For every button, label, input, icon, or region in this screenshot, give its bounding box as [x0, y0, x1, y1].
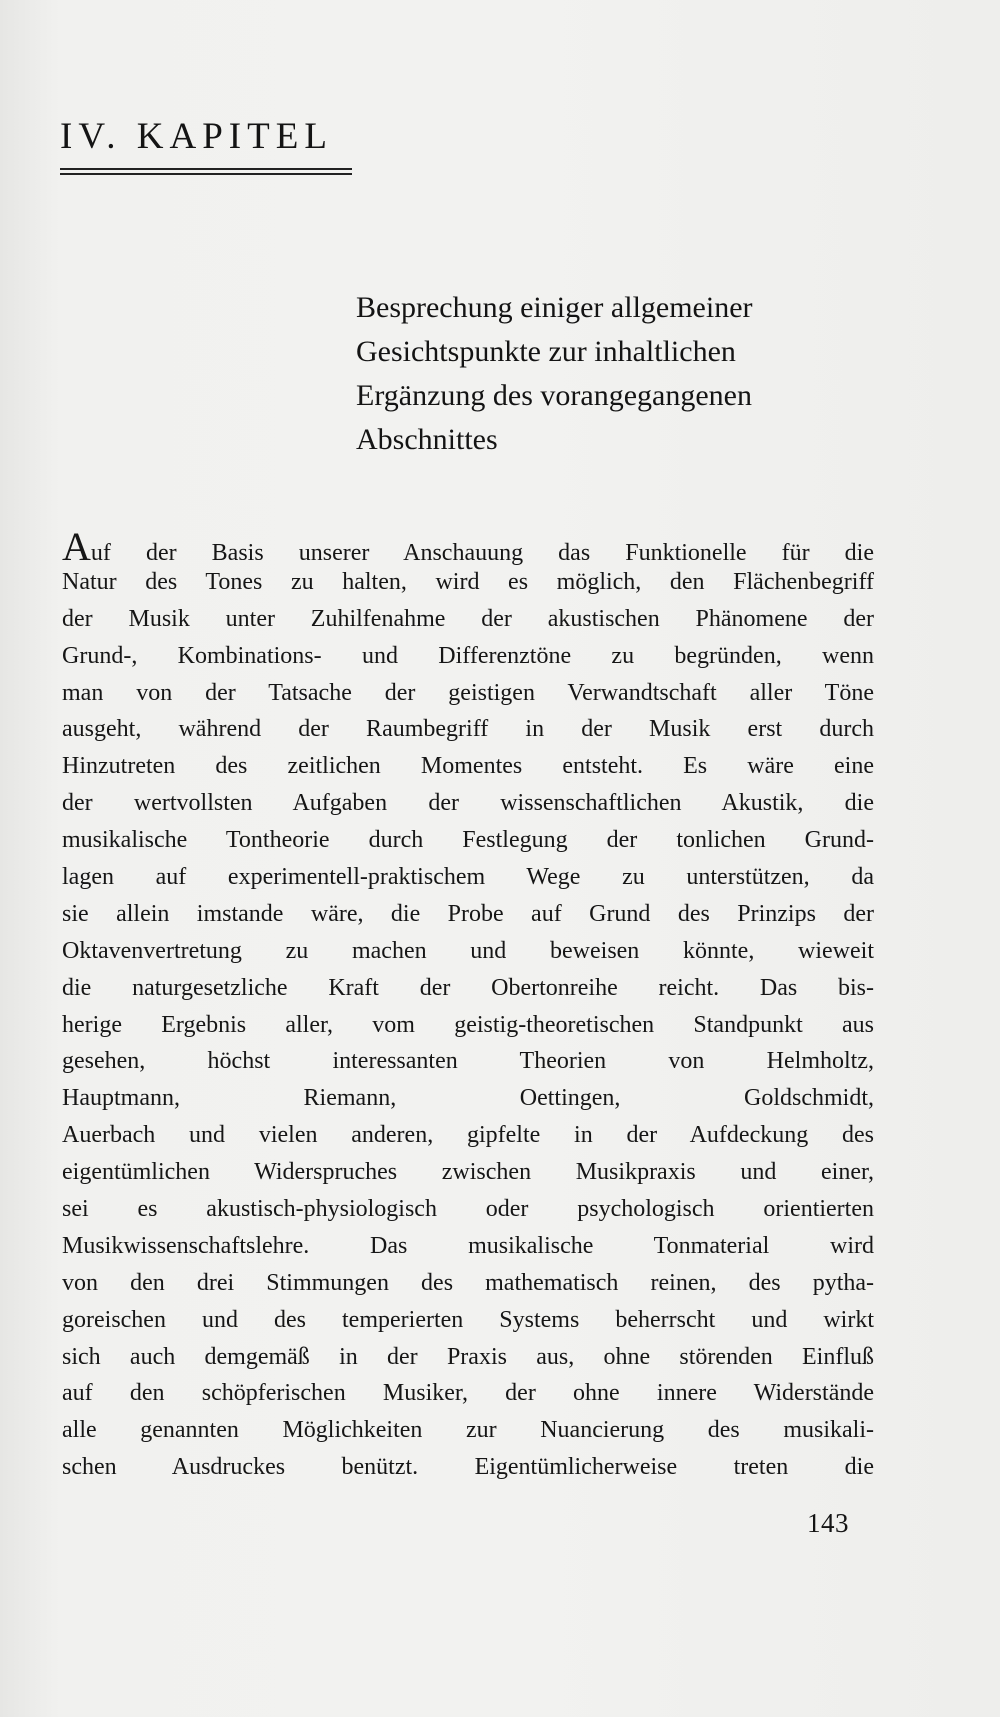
body-line: Hinzutreten des zeitlichen Momentes entsteht. Es wäre eine [62, 753, 874, 780]
body-line: Musikwissenschaftslehre. Das musikalische Tonmaterial wird [62, 1232, 874, 1259]
body-line: ausgeht, während der Raumbegriff in der Musik erst durch [62, 716, 874, 743]
heading-rule-lower [60, 173, 352, 175]
body-line: gesehen, höchst interessanten Theorien von Helmholtz, [62, 1048, 874, 1075]
body-line: sich auch demgemäß in der Praxis aus, ohne störenden Einfluß [62, 1343, 874, 1370]
body-line: die naturgesetzliche Kraft der Obertonreihe reicht. Das bis- [62, 974, 874, 1001]
body-line: alle genannten Möglichkeiten zur Nuancierung des musikali- [62, 1417, 874, 1444]
body-paragraph [62, 524, 874, 1486]
body-line: lagen auf experimentell-praktischem Wege zu unterstützen, da [62, 864, 874, 891]
section-title [356, 286, 896, 462]
body-line: von den drei Stimmungen des mathematisch reinen, des pytha- [62, 1269, 874, 1296]
section-title-line: Ergänzung des vorangegangenen [356, 379, 752, 412]
body-line: Grund-, Kombinations- und Differenztöne zu begründen, wenn [62, 642, 874, 669]
body-line: Auerbach und vielen anderen, gipfelte in der Aufdeckung des [62, 1122, 874, 1149]
body-line: auf den schöpferischen Musiker, der ohne innere Widerstände [62, 1380, 874, 1407]
page-number: 143 [807, 1508, 849, 1538]
body-line: musikalische Tontheorie durch Festlegung der tonlichen Grund- [62, 827, 874, 854]
heading-rule-upper [60, 168, 352, 170]
body-line: goreischen und des temperierten Systems beherrscht und wirkt [62, 1306, 874, 1333]
first-line-text: uf der Basis unserer Anschauung das Funktionelle für die [90, 540, 874, 566]
body-line: sie allein imstande wäre, die Probe auf Grund des Prinzips der [62, 900, 874, 927]
section-title-line: Besprechung einiger allgemeiner [356, 291, 753, 324]
body-line: man von der Tatsache der geistigen Verwandtschaft aller Töne [62, 679, 874, 706]
body-line: schen Ausdruckes benützt. Eigentümlicherweise treten die [62, 1454, 874, 1481]
body-line-first [62, 524, 874, 569]
body-line: der wertvollsten Aufgaben der wissenschaftlichen Akustik, die [62, 790, 874, 817]
body-line: sei es akustisch-physiologisch oder psychologisch orientierten [62, 1196, 874, 1223]
body-line: eigentümlichen Widerspruches zwischen Musikpraxis und einer, [62, 1159, 874, 1186]
body-line: herige Ergebnis aller, vom geistig-theoretischen Standpunkt aus [62, 1011, 874, 1038]
body-line: Hauptmann, Riemann, Oettingen, Goldschmidt, [62, 1085, 874, 1112]
body-line: Oktavenvertretung zu machen und beweisen könnte, wieweit [62, 937, 874, 964]
section-title-line: Abschnittes [356, 423, 498, 456]
body-line: der Musik unter Zuhilfenahme der akustischen Phänomene der [62, 605, 874, 632]
chapter-heading: IV. KAPITEL [60, 116, 333, 157]
section-title-line: Gesichtspunkte zur inhaltlichen [356, 335, 736, 368]
drop-cap: A [62, 524, 91, 569]
body-line: Natur des Tones zu halten, wird es möglich, den Flächenbegriff [62, 568, 874, 595]
